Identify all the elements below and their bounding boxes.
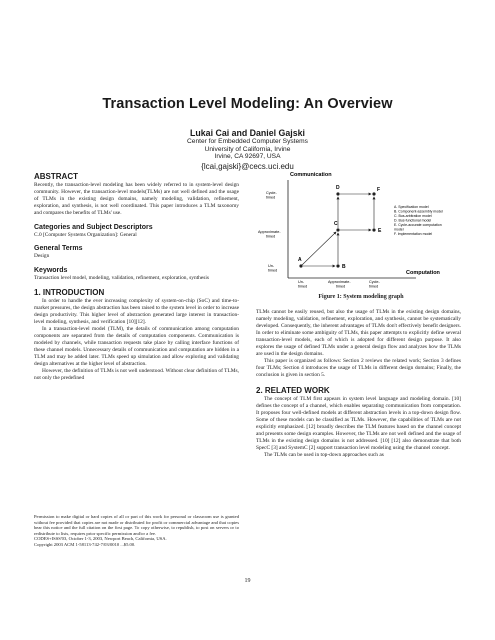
related-paragraph-2: The TLMs can be used in top-down approaches such as	[264, 452, 384, 458]
legend-e-2: model	[394, 227, 404, 232]
conference-line: CODES+ISSS'03, October 1-3, 2003, Newport Beach, California, USA.	[34, 536, 167, 542]
legend-a: A. Specification model	[394, 205, 429, 209]
intro-paragraph-3: However, the definition of TLMs is not well understood. Without clear definition of TLMs, not only the predefined	[34, 368, 239, 381]
legend-c: C. Bus-arbitration model	[394, 214, 432, 218]
label-e: E	[378, 228, 382, 234]
x-tick-cycle-2: timed	[369, 284, 379, 289]
affiliation-center: Center for Embedded Computer Systems	[187, 138, 308, 145]
left-column	[34, 172, 239, 382]
point-b	[336, 264, 339, 267]
legend-d: D. Bus-functional model	[394, 218, 432, 223]
terms-text: Design	[34, 253, 50, 259]
legend-e-1: E. Cycle-accurate computation	[394, 223, 442, 227]
point-e	[372, 228, 375, 231]
author-block	[0, 128, 495, 171]
point-d	[336, 192, 339, 195]
categories-heading: Categories and Subject Descriptors	[34, 224, 153, 231]
point-f	[372, 192, 375, 195]
point-c	[336, 228, 339, 231]
terms-heading: General Terms	[34, 245, 83, 252]
figure-1	[256, 170, 466, 290]
intro-heading: 1. INTRODUCTION	[34, 288, 105, 297]
affiliation-university: University of California, Irvine	[204, 145, 291, 153]
paper-title: Transaction Level Modeling: An Overview	[102, 96, 393, 112]
right-column	[256, 309, 461, 459]
permission-block	[34, 514, 239, 548]
keywords-text: Transaction level model, modeling, validation, refinement, exploration, synthesis	[34, 275, 209, 281]
y-tick-untimed-1: Un-	[268, 264, 275, 268]
y-axis-title: Communication	[290, 172, 332, 178]
related-heading: 2. RELATED WORK	[256, 386, 330, 395]
intro-paragraph-2: In a transaction-level model (TLM), the details of communication among computation components are separated from the details of computation components. Communication is modeled by channels, while transaction requests take place by calling interface functions of these channel models. Unnecessary details of communication and computation are hidden in a TLM and may be added later. TLMs speed up simulation and allow exploring and validating design alternatives at the higher level of abstraction.	[34, 326, 239, 367]
page-number: 19	[244, 578, 251, 584]
x-tick-cycle-1: Cycle-	[369, 280, 380, 284]
intro-paragraph-1: In order to handle the ever increasing complexity of system-on-chip (SoC) and time-to-market pressures, the design abstraction has been raised to the system level in order to increase design productivity. This higher level of abstraction generated large interest in transaction-level modeling, synthesis, and verification [10][12].	[34, 298, 239, 325]
right-paragraph-2: This paper is organized as follows: Section 2 reviews the related work; Section 3 defines four TLMs; Section 4 introduces the usage of TLMs in different design domains; Finally, the conclusion is given in section 5.	[256, 358, 461, 378]
x-tick-approx-1: Approximate-	[328, 280, 351, 284]
abstract-heading: ABSTRACT	[34, 172, 78, 181]
y-tick-approx-2: timed	[266, 234, 276, 239]
label-c: C	[334, 221, 338, 227]
copyright-line: Copyright 2003 ACM 1-58113-742-7/03/0010 ...$5.00.	[34, 541, 136, 547]
y-tick-approx-1: Approximate-	[258, 230, 281, 234]
figure-caption: Figure 1: System modeling graph	[318, 294, 404, 300]
categories-text: C.0 [Computer Systems Organization]: General	[34, 232, 137, 238]
x-tick-untimed-1: Un-	[298, 280, 305, 284]
legend-b: B. Component-assembly model	[394, 209, 443, 214]
x-axis-title: Computation	[406, 270, 440, 276]
related-paragraph-1: The concept of TLM first appears in system level language and modeling domain. [10] defines the concept of a channel, which enables separating communication from computation. It proposes four well-defined models at different abstraction levels in a top-down design flow. Some of these models can be classified as TLMs. However, the capabilities of TLMs are not explicitly emphasized. [12] broadly describes the TLM features based on the channel concept and presents some design examples. However, the TLMs are not well defined and the usage of TLMs in the existing design domains is not addressed. [10] [12] also demonstrate that both SpecC [3] and SystemC [2] support transaction level modeling using the channel concept.	[256, 396, 461, 451]
abstract-text: Recently, the transaction-level modeling has been widely referred to in system-level design community. However, the transaction-level models(TLMs) are not well defined and the usage of TLMs in the existing design domains, namely modeling, validation, refinement, exploration, and synthesis, is not well coordinated. This paper introduces a TLM taxonomy and compares the benefits of TLMs' use.	[34, 182, 239, 216]
author-email: {lcai,gajski}@cecs.uci.edu	[201, 161, 294, 171]
arrow-a-c	[302, 232, 336, 265]
author-names: Lukai Cai and Daniel Gajski	[190, 128, 305, 138]
affiliation-address: Irvine, CA 92697, USA	[214, 153, 281, 161]
x-tick-approx-2: timed	[336, 284, 346, 289]
y-tick-cycle-1: Cycle-	[266, 191, 277, 195]
x-tick-untimed-2: timed	[298, 284, 308, 289]
figure-legend	[394, 205, 443, 236]
y-tick-untimed-2: timed	[268, 268, 278, 273]
label-f: F	[377, 187, 381, 193]
right-paragraph-1: TLMs cannot be easily reused, but also the usage of TLMs in the existing design domains, namely modeling, validation, refinement, exploration, and synthesis, cannot be systematically developed. Consequently, the inherent advantages of TLMs don't effectively benefit designers. In order to eliminate some ambiguity of TLMs, this paper attempts to explicitly define several transaction-level models, each of which is adopted for different design purpose. It also explores the usage of defined TLMs under a general design flow and analyzes how the TLMs are used in the design domains.	[256, 309, 461, 357]
y-tick-cycle-2: timed	[266, 195, 276, 200]
system-modeling-graph	[256, 170, 466, 290]
label-b: B	[342, 264, 346, 270]
label-a: A	[298, 257, 302, 263]
keywords-heading: Keywords	[34, 267, 68, 274]
label-d: D	[336, 185, 340, 191]
permission-text: Permission to make digital or hard copies of all or part of this work for personal or classroom use is granted without fee provided that copies are not made or distributed for profit or commercial advantage and that copies bear this notice and the full citation on the first page. To copy otherwise, to republish, to post on servers or to redistribute to lists, requires prior specific permission and/or a fee.	[34, 514, 239, 536]
legend-f: F. Implementation model	[394, 232, 433, 236]
